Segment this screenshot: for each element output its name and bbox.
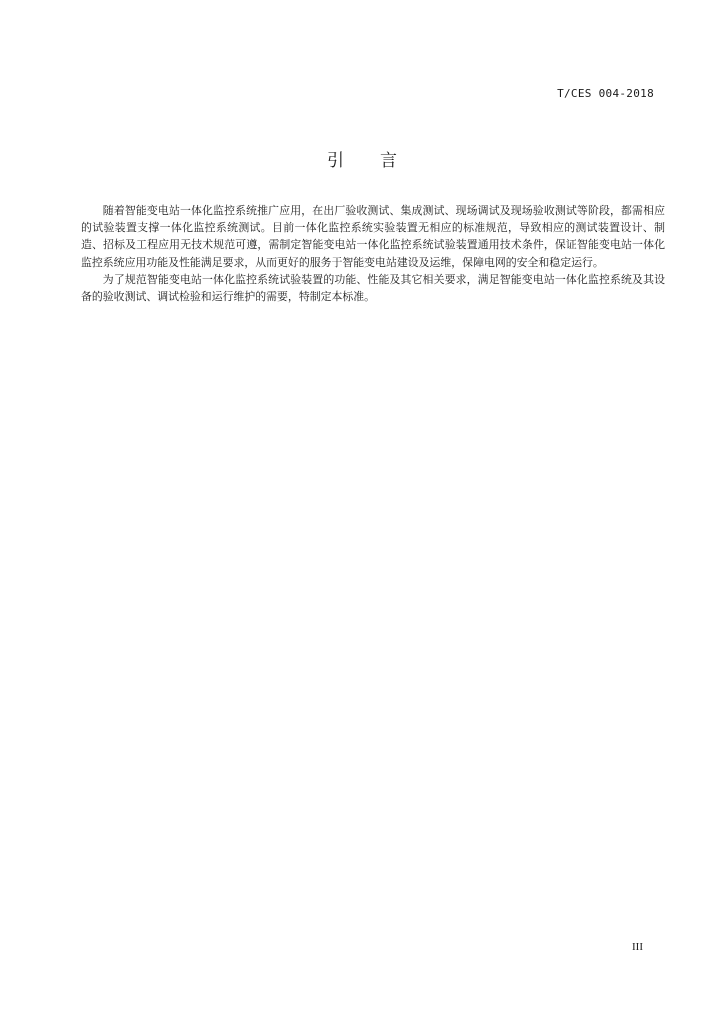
section-title: 引言 [327,151,433,171]
body-text [81,202,665,305]
page-number: III [632,941,643,953]
document-code: T/CES 004-2018 [557,87,654,100]
paragraph: 为了规范智能变电站一体化监控系统试验装置的功能、性能及其它相关要求，满足智能变电站一体化监控系统及其设备的验收测试、调试检验和运行维护的需要，特制定本标准。 [81,272,665,304]
paragraph: 随着智能变电站一体化监控系统推广应用，在出厂验收测试、集成测试、现场调试及现场验收测试等阶段，都需相应的试验装置支撑一体化监控系统测试。目前一体化监控系统实验装置无相应的标准规范，导致相应的测试装置设计、制造、招标及工程应用无技术规范可遵，需制定智能变电站一体化监控系统试验装置通用技术条件，保证智能变电站一体化监控系统应用功能及性能满足要求，从而更好的服务于智能变电站建设及运维，保障电网的安全和稳定运行。 [81,204,665,269]
